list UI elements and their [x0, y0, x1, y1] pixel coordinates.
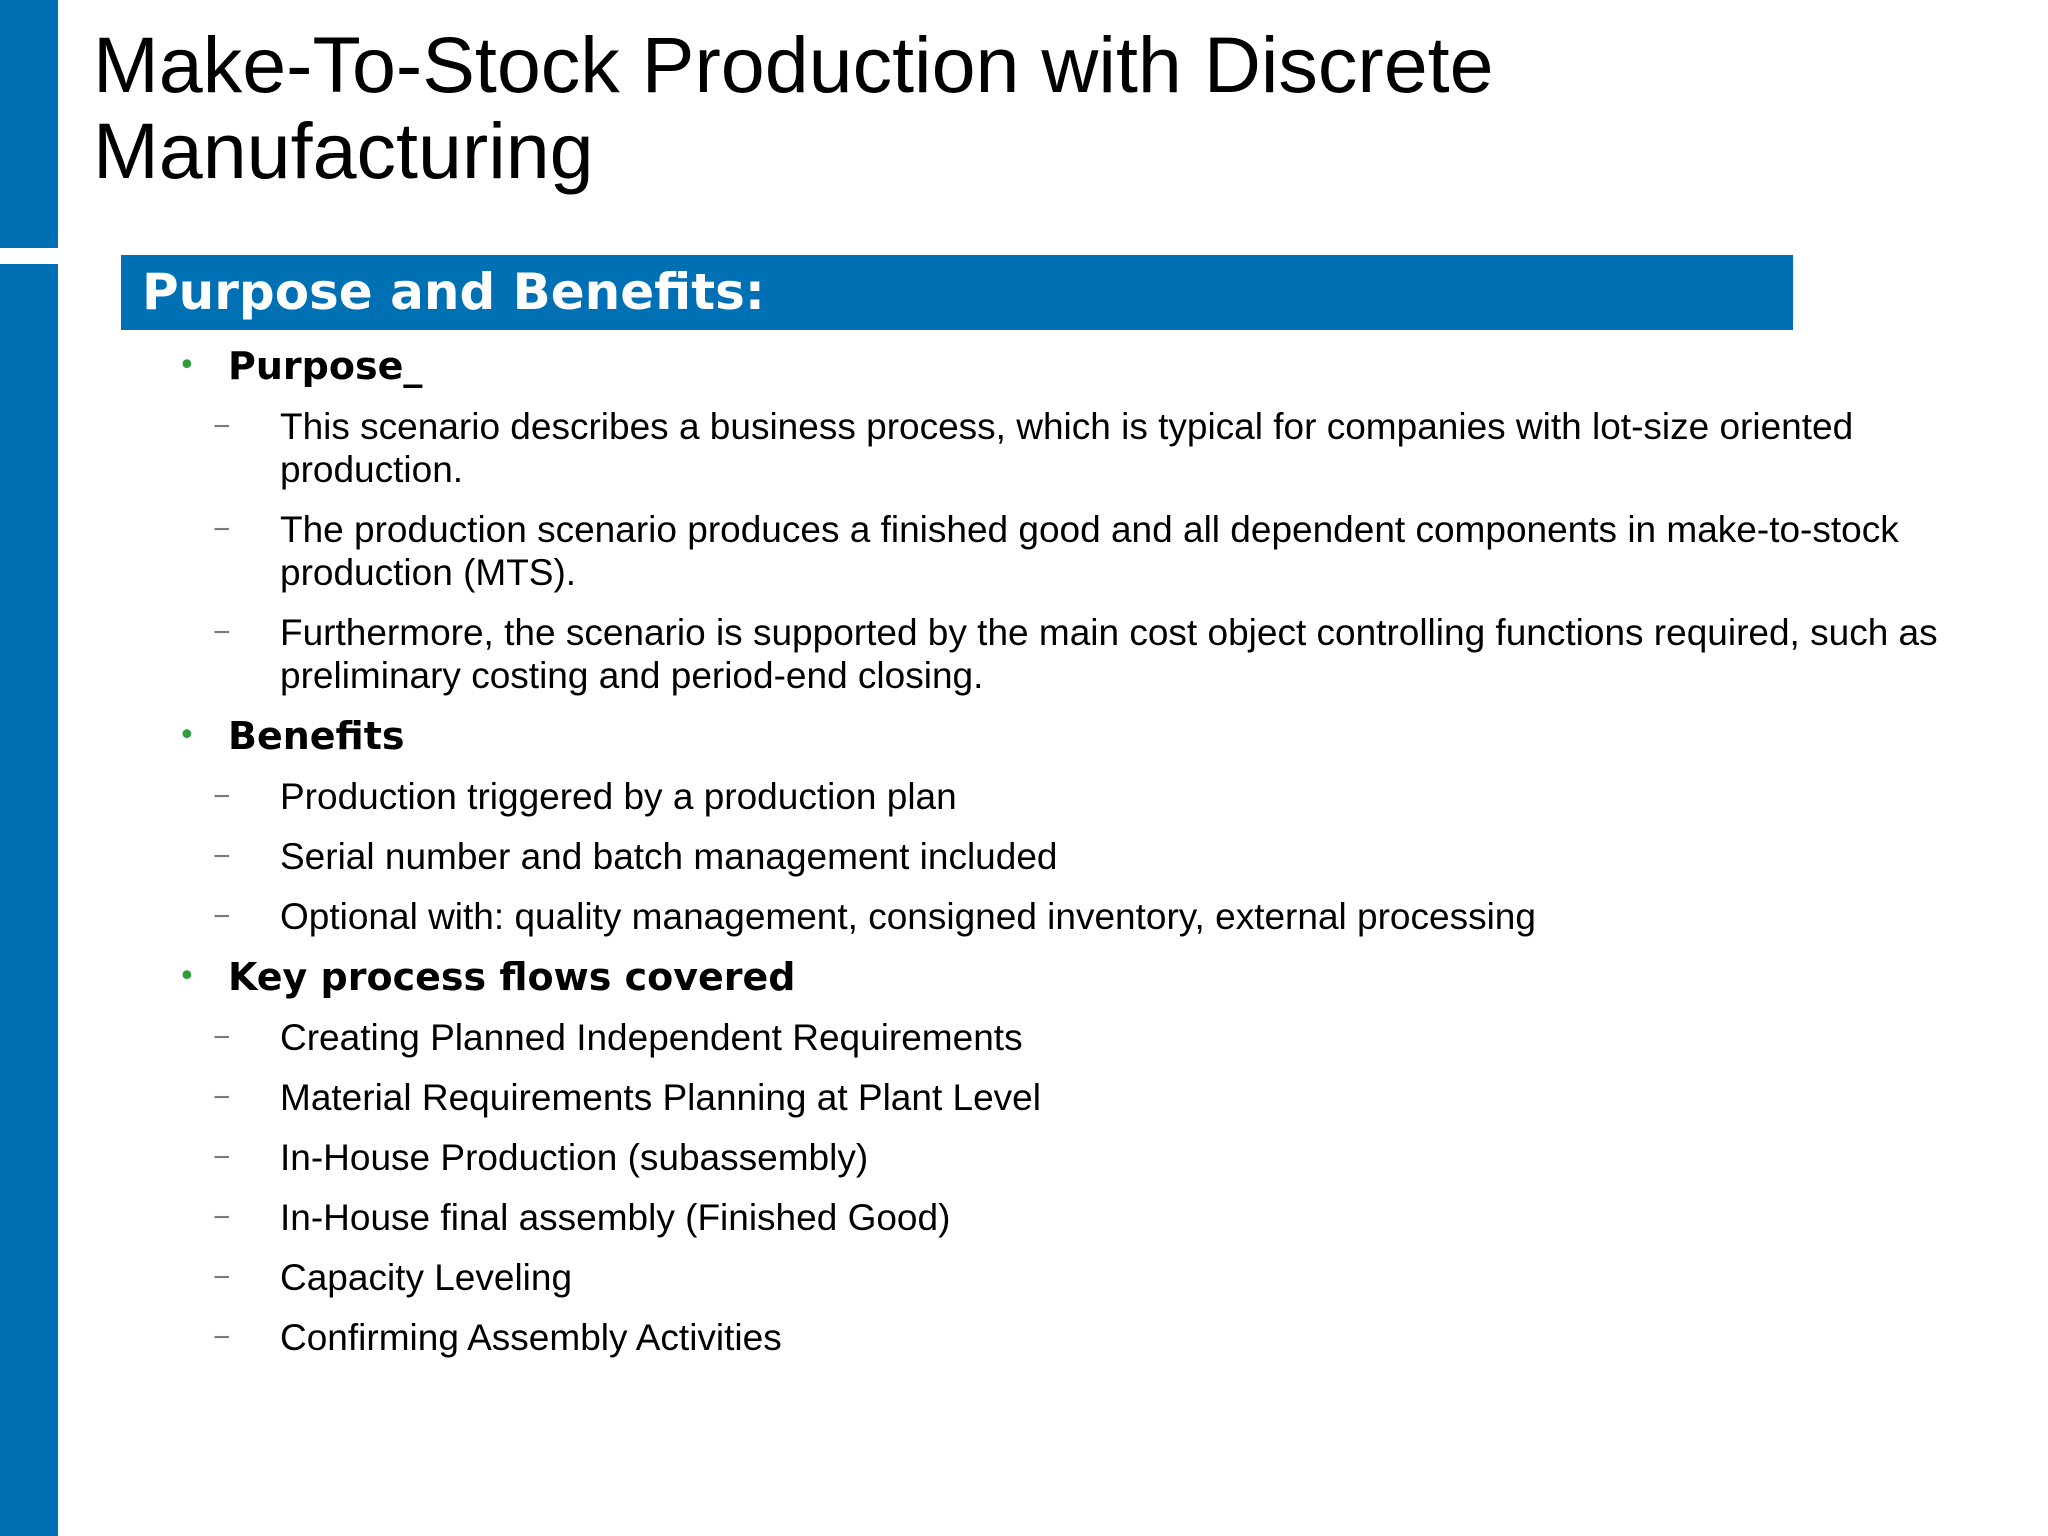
- list-item: Production triggered by a production plan: [280, 776, 957, 817]
- bullet-icon: •: [178, 959, 196, 994]
- list-item: Creating Planned Independent Requirements: [280, 1017, 1023, 1058]
- dash-icon: −: [213, 616, 231, 649]
- dash-icon: −: [213, 1321, 231, 1354]
- dash-icon: −: [213, 513, 231, 546]
- list-item: In-House final assembly (Finished Good): [280, 1197, 951, 1238]
- dash-icon: −: [213, 780, 231, 813]
- bullet-icon: •: [178, 718, 196, 753]
- dash-icon: −: [213, 1261, 231, 1294]
- list-item: This scenario describes a business process, which is typical for companies with lot-size oriented production.: [280, 406, 1854, 490]
- bullet-icon: •: [178, 348, 196, 383]
- list-item: Material Requirements Planning at Plant Level: [280, 1077, 1041, 1118]
- dash-icon: −: [213, 1021, 231, 1054]
- dash-icon: −: [213, 410, 231, 443]
- dash-icon: −: [213, 1201, 231, 1234]
- dash-icon: −: [213, 840, 231, 873]
- slide-title: Make-To-Stock Production with Discrete Manufacturing: [93, 20, 1494, 195]
- list-item: Serial number and batch management included: [280, 836, 1058, 877]
- list-item: In-House Production (subassembly): [280, 1137, 869, 1178]
- section-heading-benefits: Benefits: [228, 714, 405, 758]
- dash-icon: −: [213, 1081, 231, 1114]
- list-item: Furthermore, the scenario is supported by the main cost object controlling functions required, such as preliminary costing and period-end closing.: [280, 612, 1938, 696]
- dash-icon: −: [213, 900, 231, 933]
- list-item: Capacity Leveling: [280, 1257, 573, 1298]
- list-item: Confirming Assembly Activities: [280, 1317, 782, 1358]
- list-item: The production scenario produces a finished good and all dependent components in make-to-stock production (MTS).: [280, 509, 1899, 593]
- section-heading-key-process-flows: Key process flows covered: [228, 955, 796, 999]
- list-item: Optional with: quality management, consigned inventory, external processing: [280, 896, 1536, 937]
- section-banner-title: Purpose and Benefits:: [142, 263, 765, 321]
- dash-icon: −: [213, 1141, 231, 1174]
- section-heading-purpose: Purpose_: [228, 344, 423, 388]
